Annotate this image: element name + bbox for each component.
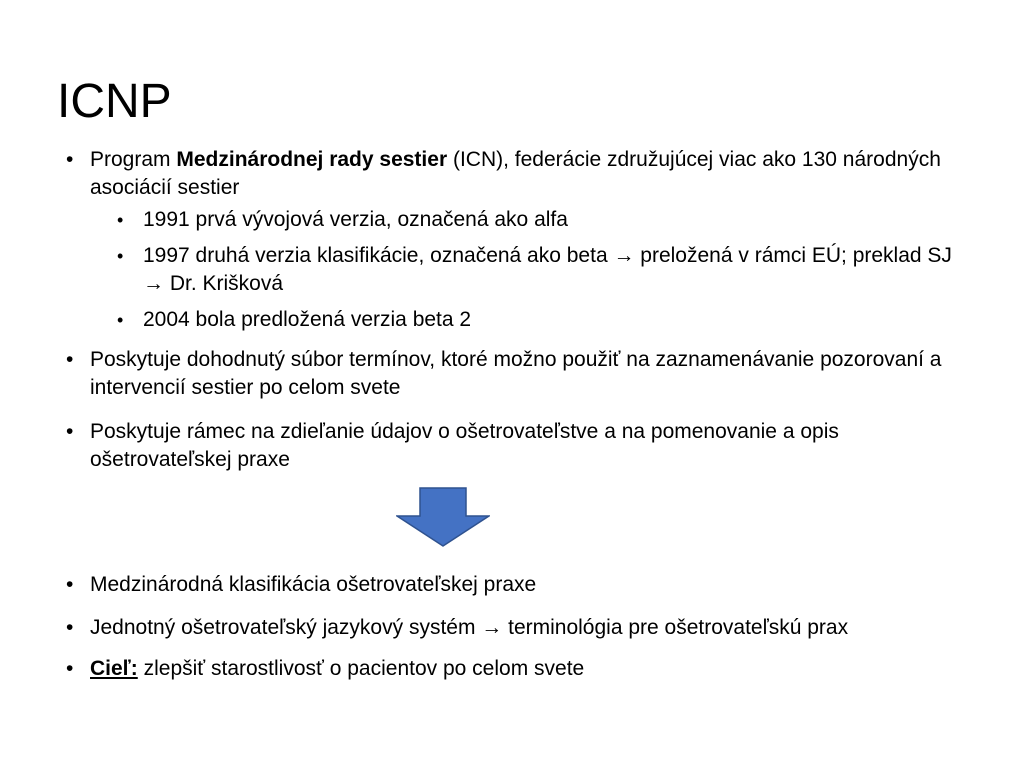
down-arrow-shape <box>397 488 489 546</box>
bullet-text: Jednotný ošetrovateľský jazykový systém → terminológia pre ošetrovateľskú prax <box>90 616 849 639</box>
bullet-dot: • <box>66 616 74 639</box>
bullet-dot: • <box>66 348 74 371</box>
bullet-text-bold: Medzinárodnej rady sestier <box>176 148 448 171</box>
bullet-text-post: (ICN), federácie združujúcej viac ako 130 národných asociácií sestier <box>90 148 941 199</box>
down-arrow-icon <box>396 487 490 547</box>
bullet-dot: • <box>117 210 124 230</box>
goal-text: zlepšiť starostlivosť o pacientov po celom svete <box>137 657 585 680</box>
subbullet-2004 <box>117 306 977 334</box>
subbullet-text: 1991 prvá vývojová verzia, označená ako alfa <box>143 208 568 231</box>
subbullet-text: 1997 druhá verzia klasifikácie, označená ako beta → preložená v rámci EÚ; preklad SJ → Dr. Krišková <box>143 244 952 295</box>
bullet-text: Medzinárodná klasifikácia ošetrovateľskej praxe <box>90 573 537 596</box>
slide-title: ICNP <box>57 75 172 128</box>
bullet-framework <box>66 418 966 474</box>
bullet-goal <box>66 655 966 683</box>
subbullet-1997 <box>117 242 977 298</box>
bullet-classification <box>66 571 966 599</box>
goal-label: Cieľ: <box>90 657 138 680</box>
bullet-dot: • <box>66 420 74 443</box>
bullet-dot: • <box>66 148 74 171</box>
subbullet-1991 <box>117 206 977 234</box>
bullet-text: Poskytuje dohodnutý súbor termínov, ktoré možno použiť na zaznamenávanie pozorovaní a intervencií sestier po celom svete <box>90 348 942 399</box>
bullet-terms <box>66 346 966 402</box>
bullet-text-pre: Program <box>90 148 177 171</box>
bullet-dot: • <box>66 573 74 596</box>
bullet-language-system <box>66 614 966 642</box>
bullet-icn-program <box>66 146 966 202</box>
bullet-dot: • <box>117 246 124 266</box>
bullet-dot: • <box>117 310 124 330</box>
bullet-text: Poskytuje rámec na zdieľanie údajov o ošetrovateľstve a na pomenovanie a opis ošetrovateľskej praxe <box>90 420 839 471</box>
bullet-dot: • <box>66 657 74 680</box>
subbullet-text: 2004 bola predložená verzia beta 2 <box>143 308 472 331</box>
